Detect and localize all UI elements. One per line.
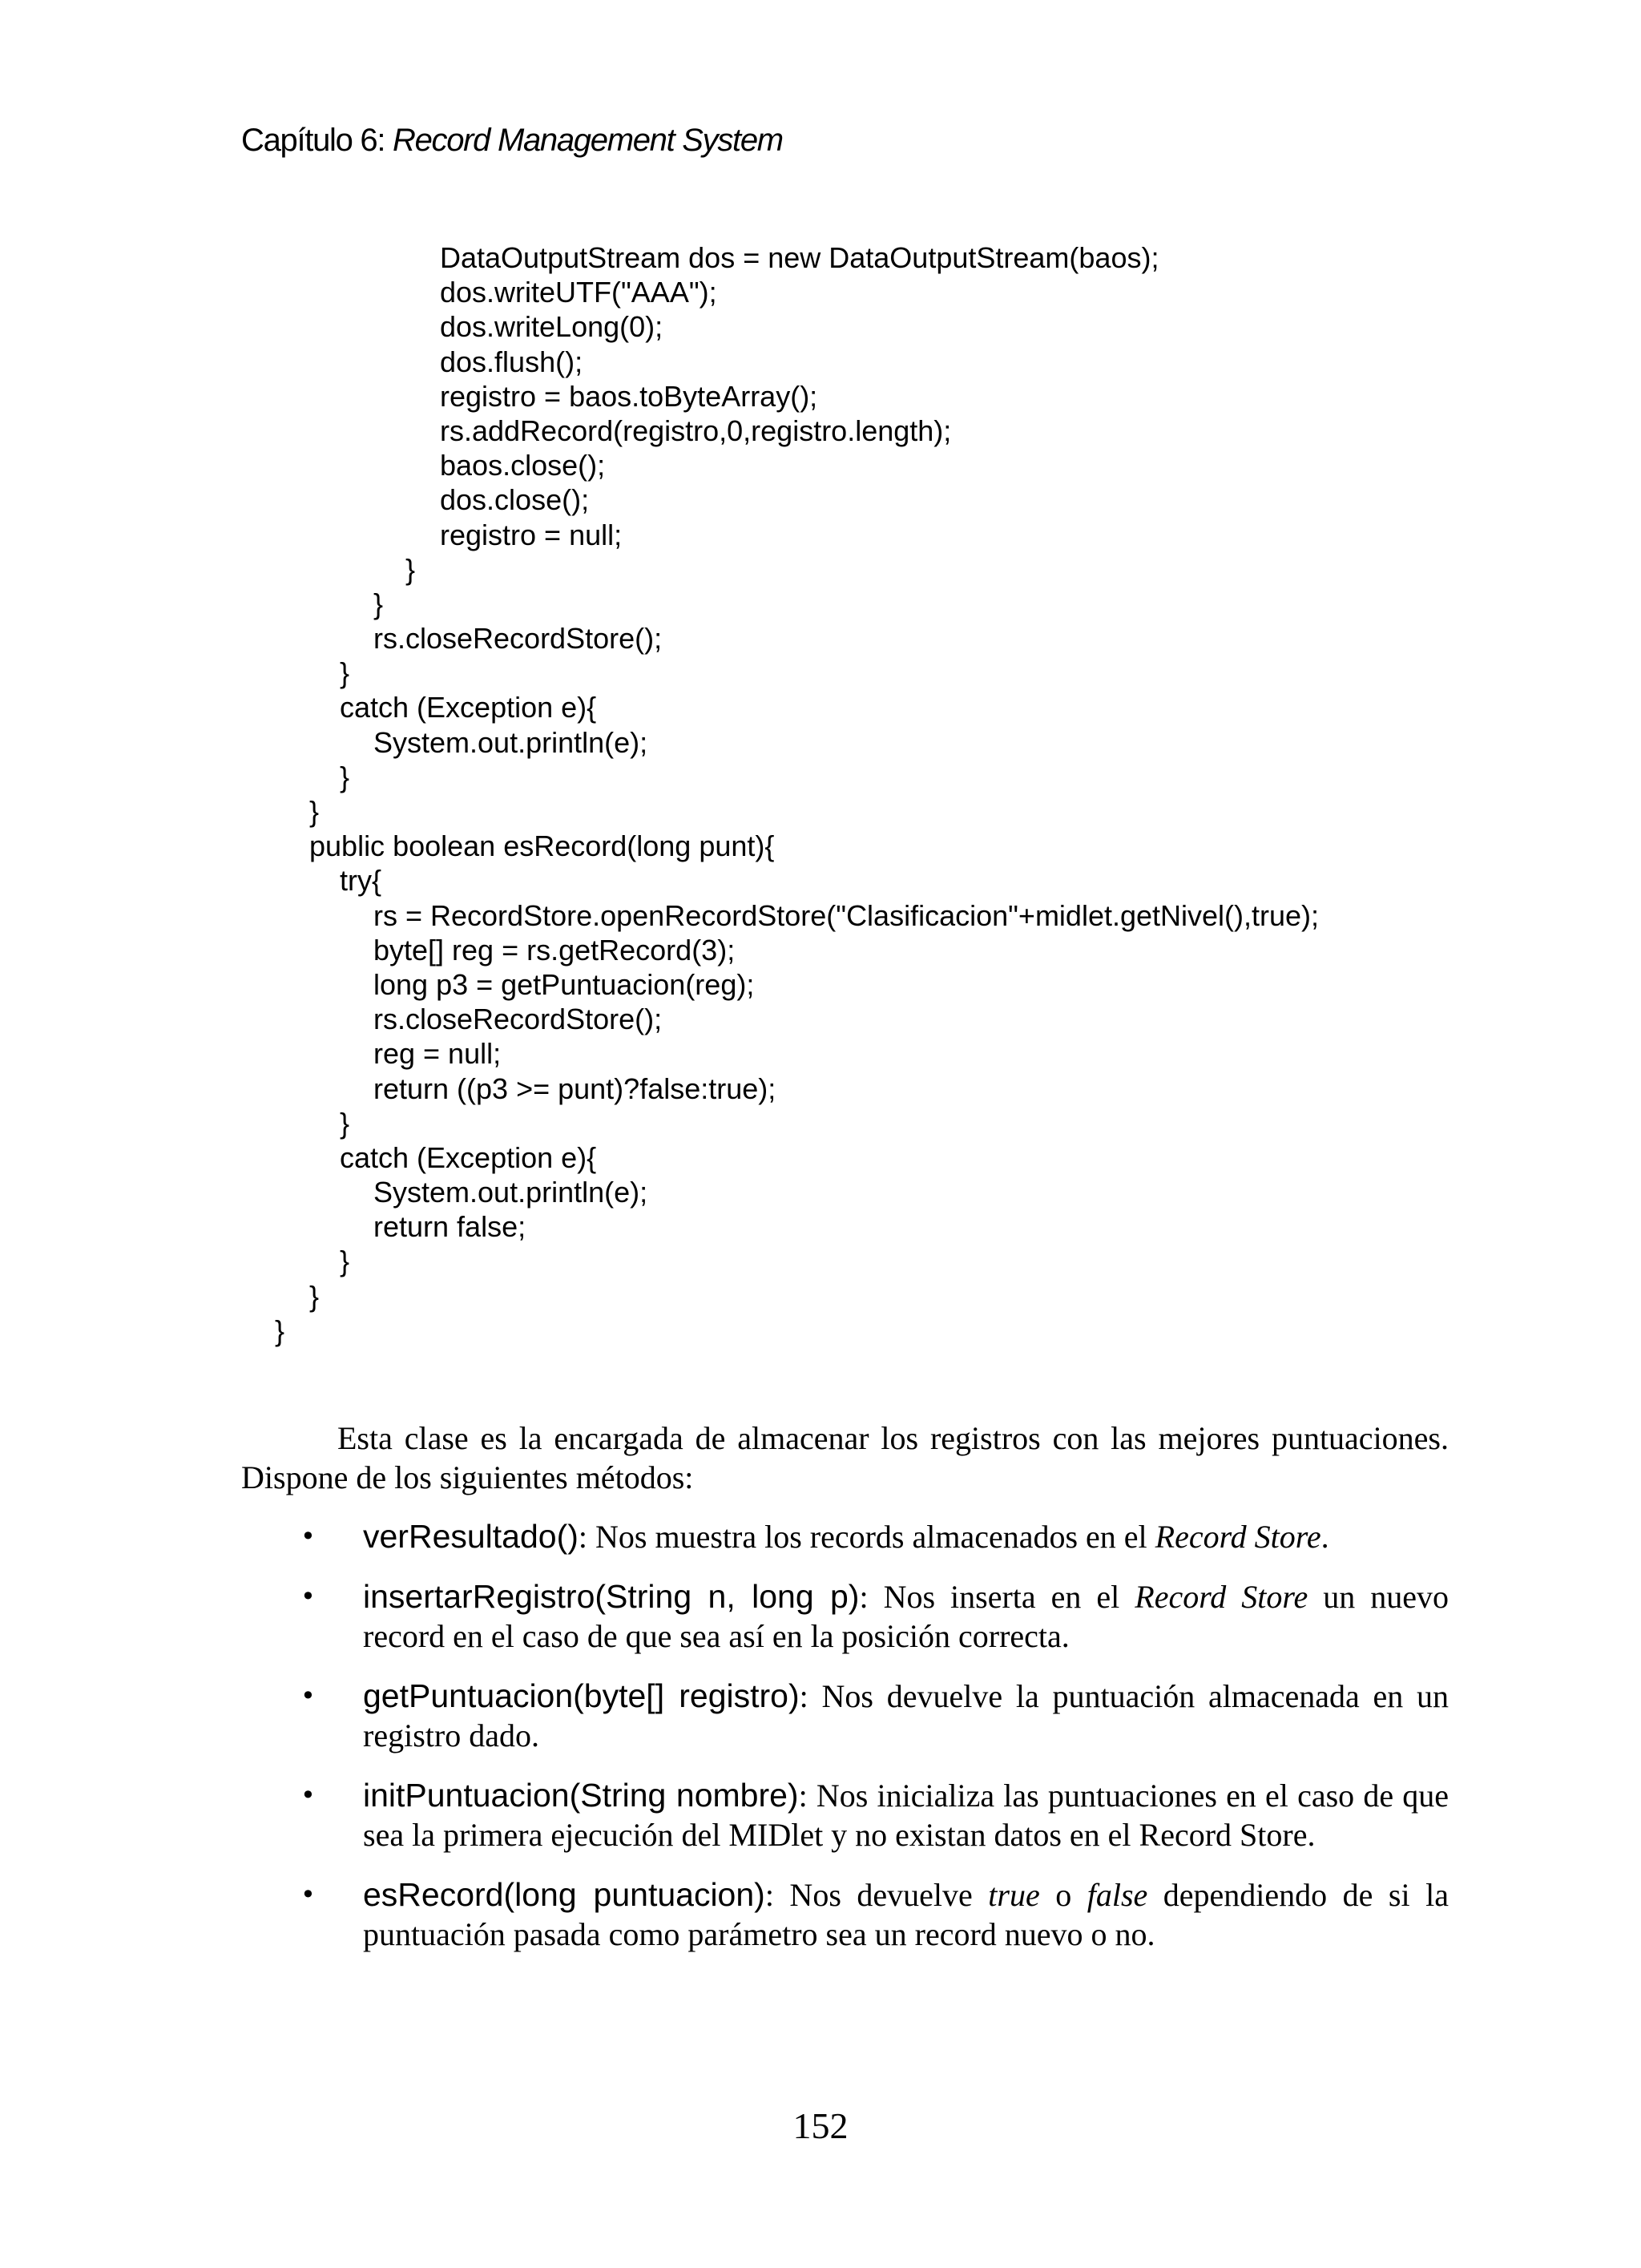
method-item: [241, 1875, 1449, 1954]
code-line: }: [405, 552, 416, 586]
bullet-icon: •: [300, 1581, 316, 1612]
method-name: esRecord(long puntuacion): [363, 1876, 765, 1913]
method-emphasis: Record Store: [1155, 1519, 1321, 1555]
method-description: .: [1320, 1519, 1329, 1555]
method-item: [241, 1776, 1449, 1854]
bullet-icon: •: [300, 1879, 316, 1910]
method-emphasis: true: [988, 1877, 1040, 1913]
running-header: [241, 120, 783, 160]
method-description: : Nos inserta en el: [859, 1579, 1135, 1615]
method-item: [241, 1677, 1449, 1755]
code-line: }: [340, 1245, 350, 1278]
code-line: }: [340, 656, 350, 690]
method-description: : Nos devuelve: [764, 1877, 989, 1913]
method-item: [241, 1517, 1449, 1556]
method-description: : Nos inicializa las puntuaciones en el caso de que sea la primera ejecución del MIDlet y no existan datos en el Record Store.: [363, 1778, 1449, 1853]
method-name: insertarRegistro(String n, long p): [363, 1578, 860, 1615]
code-line: public boolean esRecord(long punt){: [309, 829, 775, 863]
method-emphasis: Record Store: [1135, 1579, 1308, 1615]
code-line: }: [309, 795, 320, 828]
method-description: : Nos muestra los records almacenados en el: [578, 1519, 1155, 1555]
code-line: rs.closeRecordStore();: [373, 622, 663, 656]
method-name: getPuntuacion(byte[] registro): [363, 1677, 800, 1714]
paragraph-text: Esta clase es la encargada de almacenar los registros con las mejores puntuaciones. Dispone de los siguientes métodos:: [241, 1420, 1449, 1495]
code-line: baos.close();: [440, 449, 606, 482]
code-line: registro = baos.toByteArray();: [440, 379, 818, 413]
code-line: catch (Exception e){: [340, 1140, 597, 1174]
code-line: }: [373, 587, 384, 620]
code-line: return ((p3 >= punt)?false:true);: [373, 1071, 776, 1105]
method-name: verResultado(): [363, 1518, 579, 1555]
code-line: DataOutputStream dos = new DataOutputStream(baos);: [440, 241, 1159, 274]
code-line: long p3 = getPuntuacion(reg);: [373, 967, 755, 1001]
code-line: catch (Exception e){: [340, 691, 597, 724]
method-list: [241, 1517, 1449, 1975]
code-line: rs.addRecord(registro,0,registro.length);: [440, 414, 952, 447]
method-emphasis: false: [1087, 1877, 1148, 1913]
code-line: }: [340, 760, 350, 793]
method-description: : Nos devuelve la puntuación almacenada en un registro dado.: [363, 1678, 1449, 1753]
code-line: rs = RecordStore.openRecordStore("Clasificacion"+midlet.getNivel(),true);: [373, 898, 1320, 932]
method-description: un nuevo record en el caso de que sea así en la posición correcta.: [363, 1579, 1449, 1654]
code-line: dos.writeLong(0);: [440, 310, 663, 344]
code-line: try{: [340, 864, 382, 898]
method-item: [241, 1577, 1449, 1656]
code-line: rs.closeRecordStore();: [373, 1003, 663, 1036]
code-line: byte[] reg = rs.getRecord(3);: [373, 933, 736, 967]
bullet-icon: •: [300, 1681, 316, 1711]
code-line: }: [309, 1279, 320, 1313]
code-line: System.out.println(e);: [373, 1176, 648, 1209]
code-line: registro = null;: [440, 518, 623, 551]
chapter-label: Capítulo 6:: [241, 123, 393, 158]
code-line: return false;: [373, 1210, 526, 1244]
method-description: dependiendo de si la puntuación pasada como parámetro sea un record nuevo o no.: [363, 1877, 1449, 1952]
code-line: System.out.println(e);: [373, 725, 648, 759]
bullet-icon: •: [300, 1780, 316, 1810]
code-line: dos.writeUTF("AAA");: [440, 276, 717, 309]
page-number: 152: [792, 2105, 849, 2146]
code-line: reg = null;: [373, 1037, 502, 1071]
method-name: initPuntuacion(String nombre): [363, 1777, 799, 1814]
bullet-icon: •: [300, 1521, 316, 1552]
chapter-title: Record Management System: [392, 123, 783, 158]
code-line: dos.close();: [440, 483, 590, 517]
body-paragraph: [241, 1419, 1449, 1497]
code-line: }: [340, 1106, 350, 1140]
method-description: o: [1039, 1877, 1087, 1913]
code-line: dos.flush();: [440, 345, 583, 378]
code-line: }: [275, 1314, 285, 1347]
